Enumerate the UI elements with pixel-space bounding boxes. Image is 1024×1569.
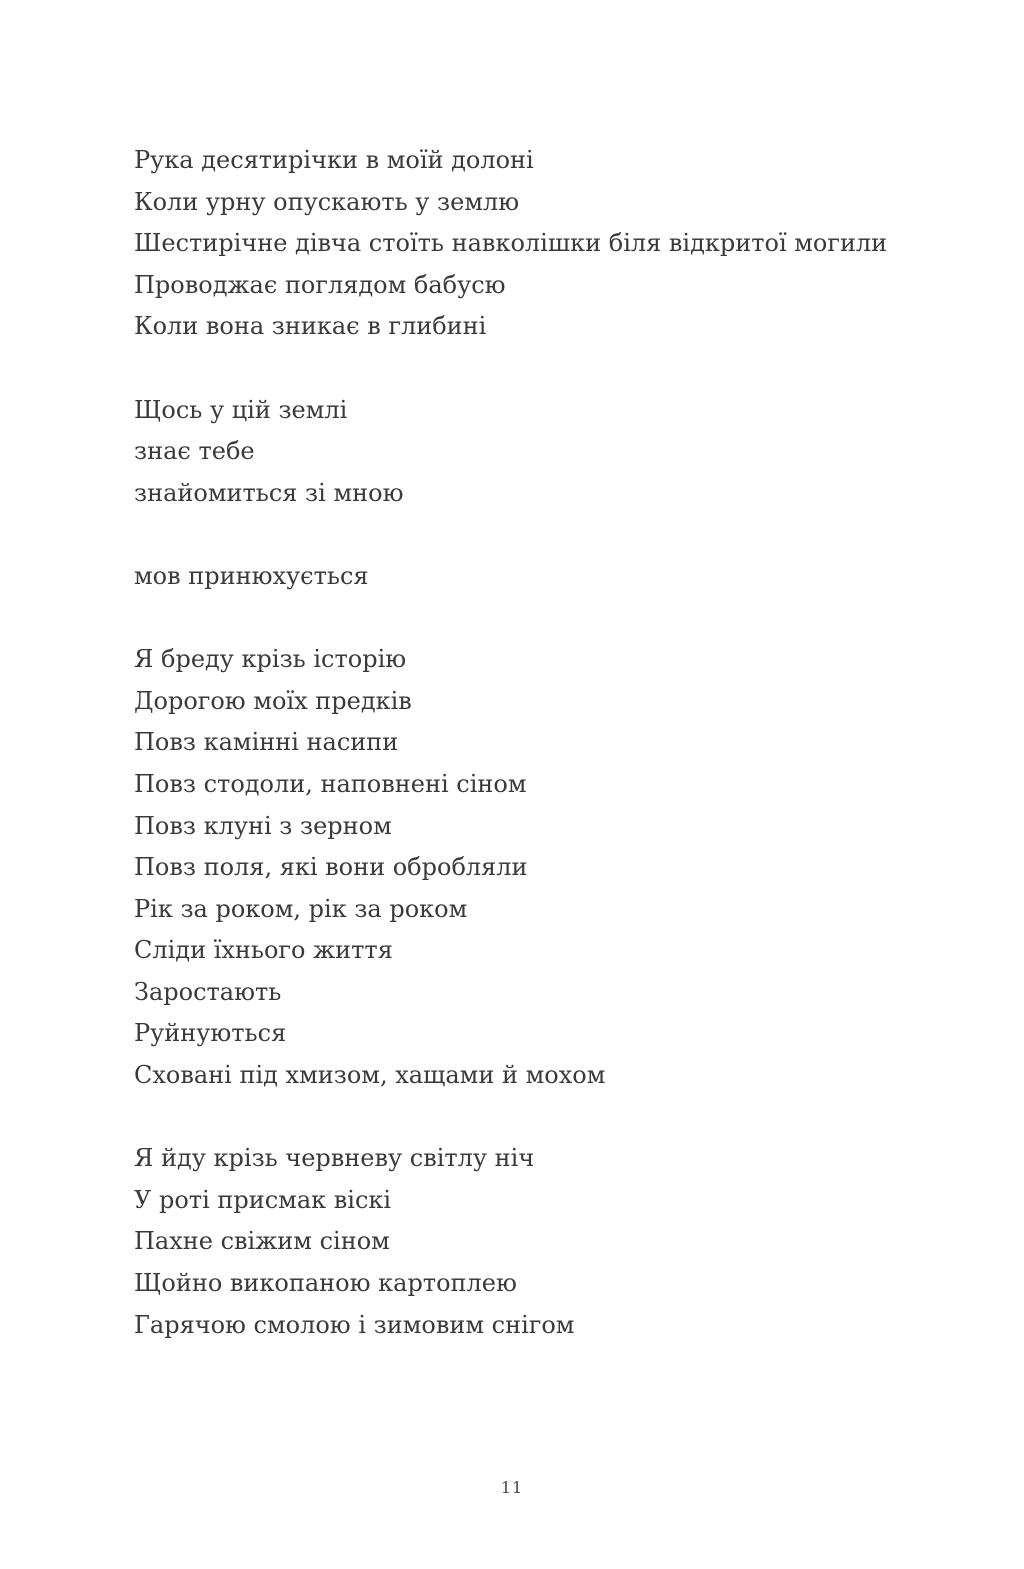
poem-line: Повз поля, які вони обробляли	[134, 853, 528, 882]
stanza-1	[134, 140, 934, 348]
stanza-4	[134, 639, 934, 1097]
poem-line: Я йду крізь червневу світлу ніч	[134, 1144, 535, 1173]
poem-line: знає тебе	[134, 437, 255, 466]
poem-line: Повз клуні з зерном	[134, 811, 392, 840]
stanza-3	[134, 556, 934, 598]
poem-line: Коли вона зникає в глибині	[134, 312, 487, 341]
poem-line: Сліди їхнього життя	[134, 936, 393, 965]
stanza-2	[134, 390, 934, 515]
poem-line: мов принюхується	[134, 561, 369, 590]
poem-line: Повз стодоли, наповнені сіном	[134, 769, 527, 798]
poem-line: Щось у цій землі	[134, 395, 348, 424]
poem-line: У роті присмак віскі	[134, 1185, 392, 1214]
poem-line: Я бреду крізь історію	[134, 645, 407, 674]
poem-line: Шестирічне дівча стоїть навколішки біля відкритої могили	[134, 229, 888, 258]
poem-line: знайомиться зі мною	[134, 478, 404, 507]
poem-line: Щойно викопаною картоплею	[134, 1269, 517, 1298]
poem-line: Дорогою моїх предків	[134, 686, 412, 715]
poem-line: Сховані під хмизом, хащами й мохом	[134, 1061, 606, 1090]
poem-line: Рука десятирічки в моїй долоні	[134, 146, 534, 174]
poem-line: Повз камінні насипи	[134, 728, 399, 757]
poem	[134, 140, 934, 1388]
poem-line: Рік за роком, рік за роком	[134, 894, 468, 923]
poem-line: Заростають	[134, 977, 282, 1006]
poem-line: Руйнуються	[134, 1019, 287, 1048]
stanza-5	[134, 1138, 934, 1346]
poem-line: Коли урну опускають у землю	[134, 187, 520, 216]
poem-line: Пахне свіжим сіном	[134, 1227, 390, 1256]
poem-line: Проводжає поглядом бабусю	[134, 270, 506, 299]
poem-line: Гарячою смолою і зимовим снігом	[134, 1310, 575, 1339]
page-number: 11	[500, 1478, 524, 1497]
